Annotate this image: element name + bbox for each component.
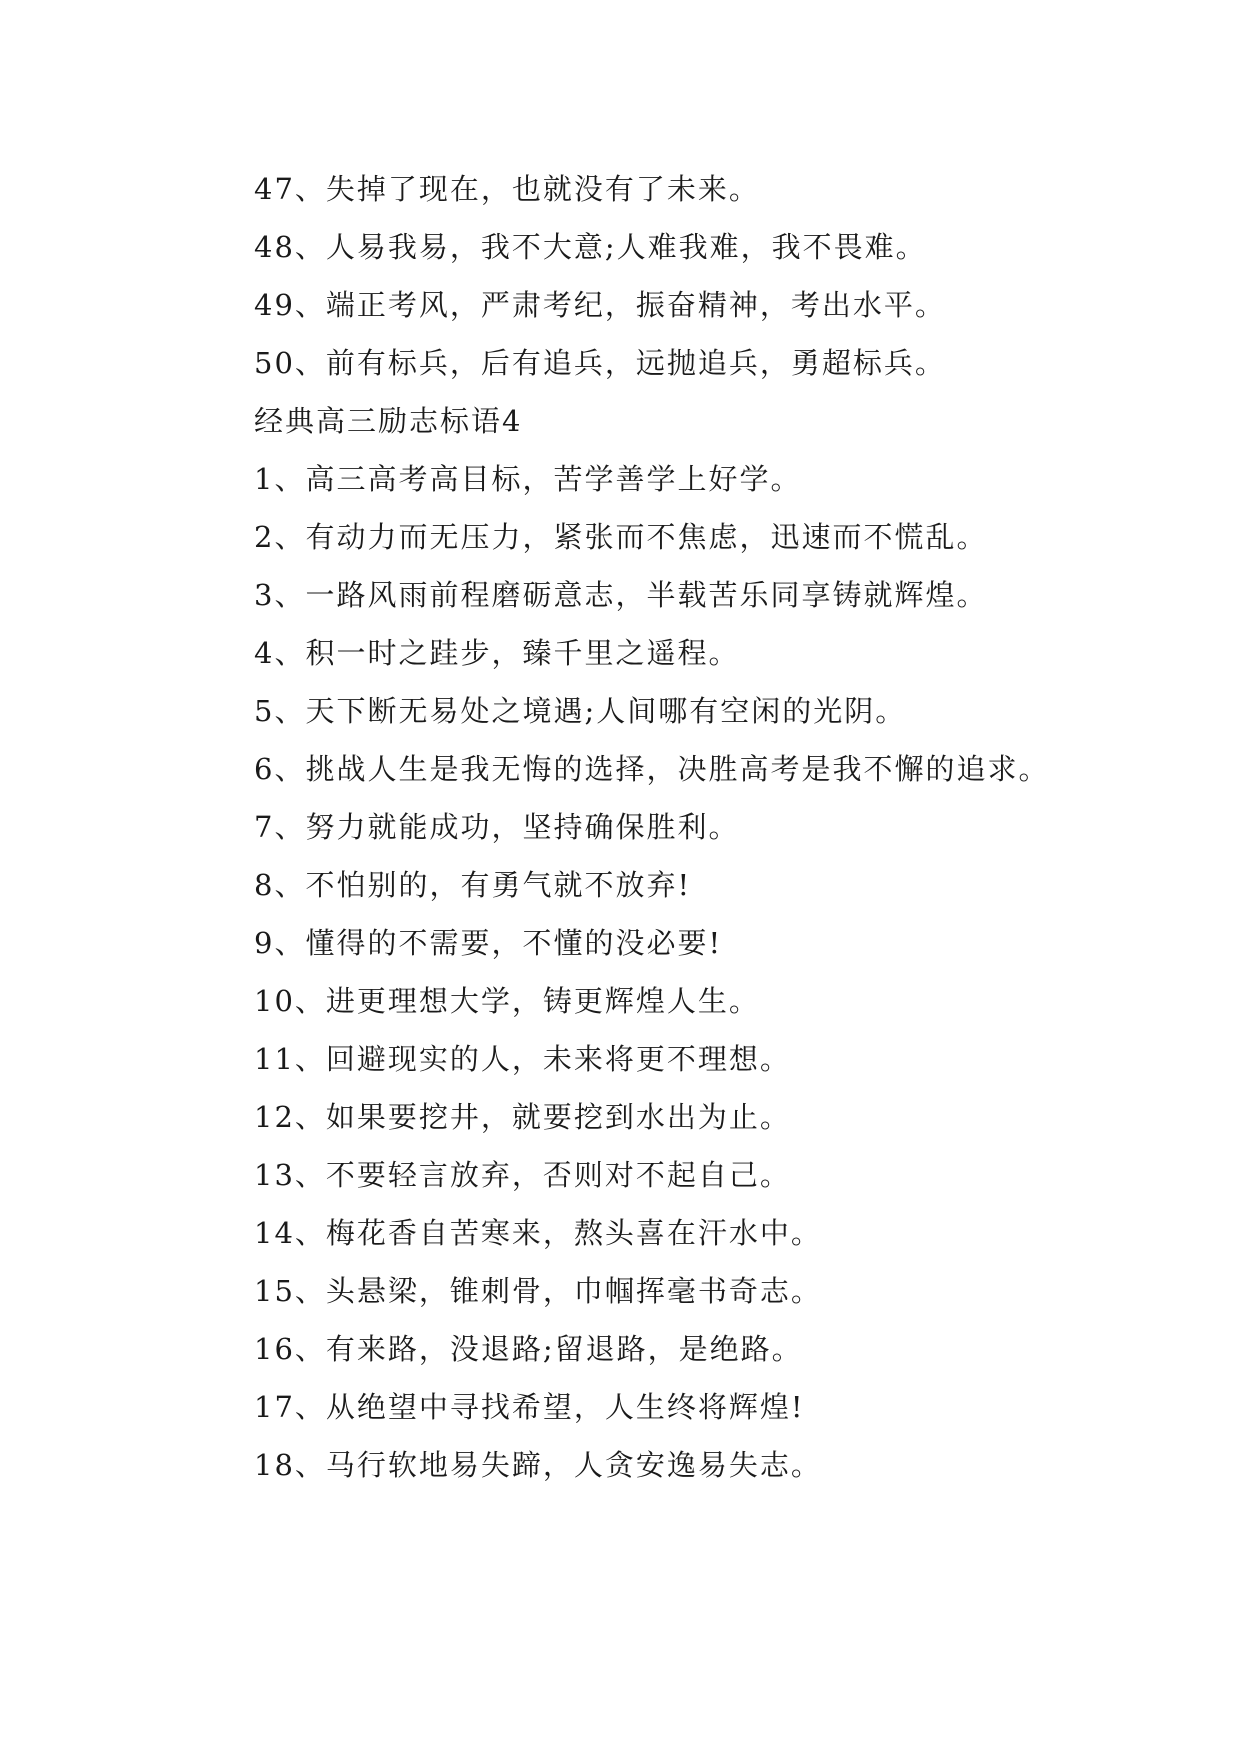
slogan-5: 5、天下断无易处之境遇;人间哪有空闲的光阴。 [254,694,907,728]
slogan-11: 11、回避现实的人，未来将更不理想。 [254,1042,791,1076]
slogan-10: 10、进更理想大学，铸更辉煌人生。 [254,984,760,1018]
slogan-17: 17、从绝望中寻找希望，人生终将辉煌! [254,1390,805,1424]
slogan-3: 3、一路风雨前程磨砺意志，半载苦乐同享铸就辉煌。 [254,578,988,612]
slogan-15: 15、头悬梁，锥刺骨，巾帼挥毫书奇志。 [254,1274,822,1308]
slogan-6: 6、挑战人生是我无悔的选择，决胜高考是我不懈的追求。 [254,752,1050,786]
slogan-48: 48、人易我易，我不大意;人难我难，我不畏难。 [254,230,927,264]
slogan-13: 13、不要轻言放弃，否则对不起自己。 [254,1158,791,1192]
slogan-1: 1、高三高考高目标，苦学善学上好学。 [254,462,802,496]
slogan-2: 2、有动力而无压力，紧张而不焦虑，迅速而不慌乱。 [254,520,988,554]
slogan-16: 16、有来路，没退路;留退路，是绝路。 [254,1332,803,1366]
document-body [188,160,1068,1494]
slogan-4: 4、积一时之跬步，臻千里之遥程。 [254,636,740,670]
slogan-18: 18、马行软地易失蹄，人贪安逸易失志。 [254,1448,822,1482]
slogan-49: 49、端正考风，严肃考纪，振奋精神，考出水平。 [254,288,946,322]
slogan-7: 7、努力就能成功，坚持确保胜利。 [254,810,740,844]
slogan-47: 47、失掉了现在，也就没有了未来。 [254,172,760,206]
slogan-8: 8、不怕别的，有勇气就不放弃! [254,868,692,902]
slogan-9: 9、懂得的不需要，不懂的没必要! [254,926,723,960]
section-heading: 经典高三励志标语4 [254,404,523,438]
slogan-14: 14、梅花香自苦寒来，熬头喜在汗水中。 [254,1216,822,1250]
slogan-12: 12、如果要挖井，就要挖到水出为止。 [254,1100,791,1134]
slogan-50: 50、前有标兵，后有追兵，远抛追兵，勇超标兵。 [254,346,946,380]
